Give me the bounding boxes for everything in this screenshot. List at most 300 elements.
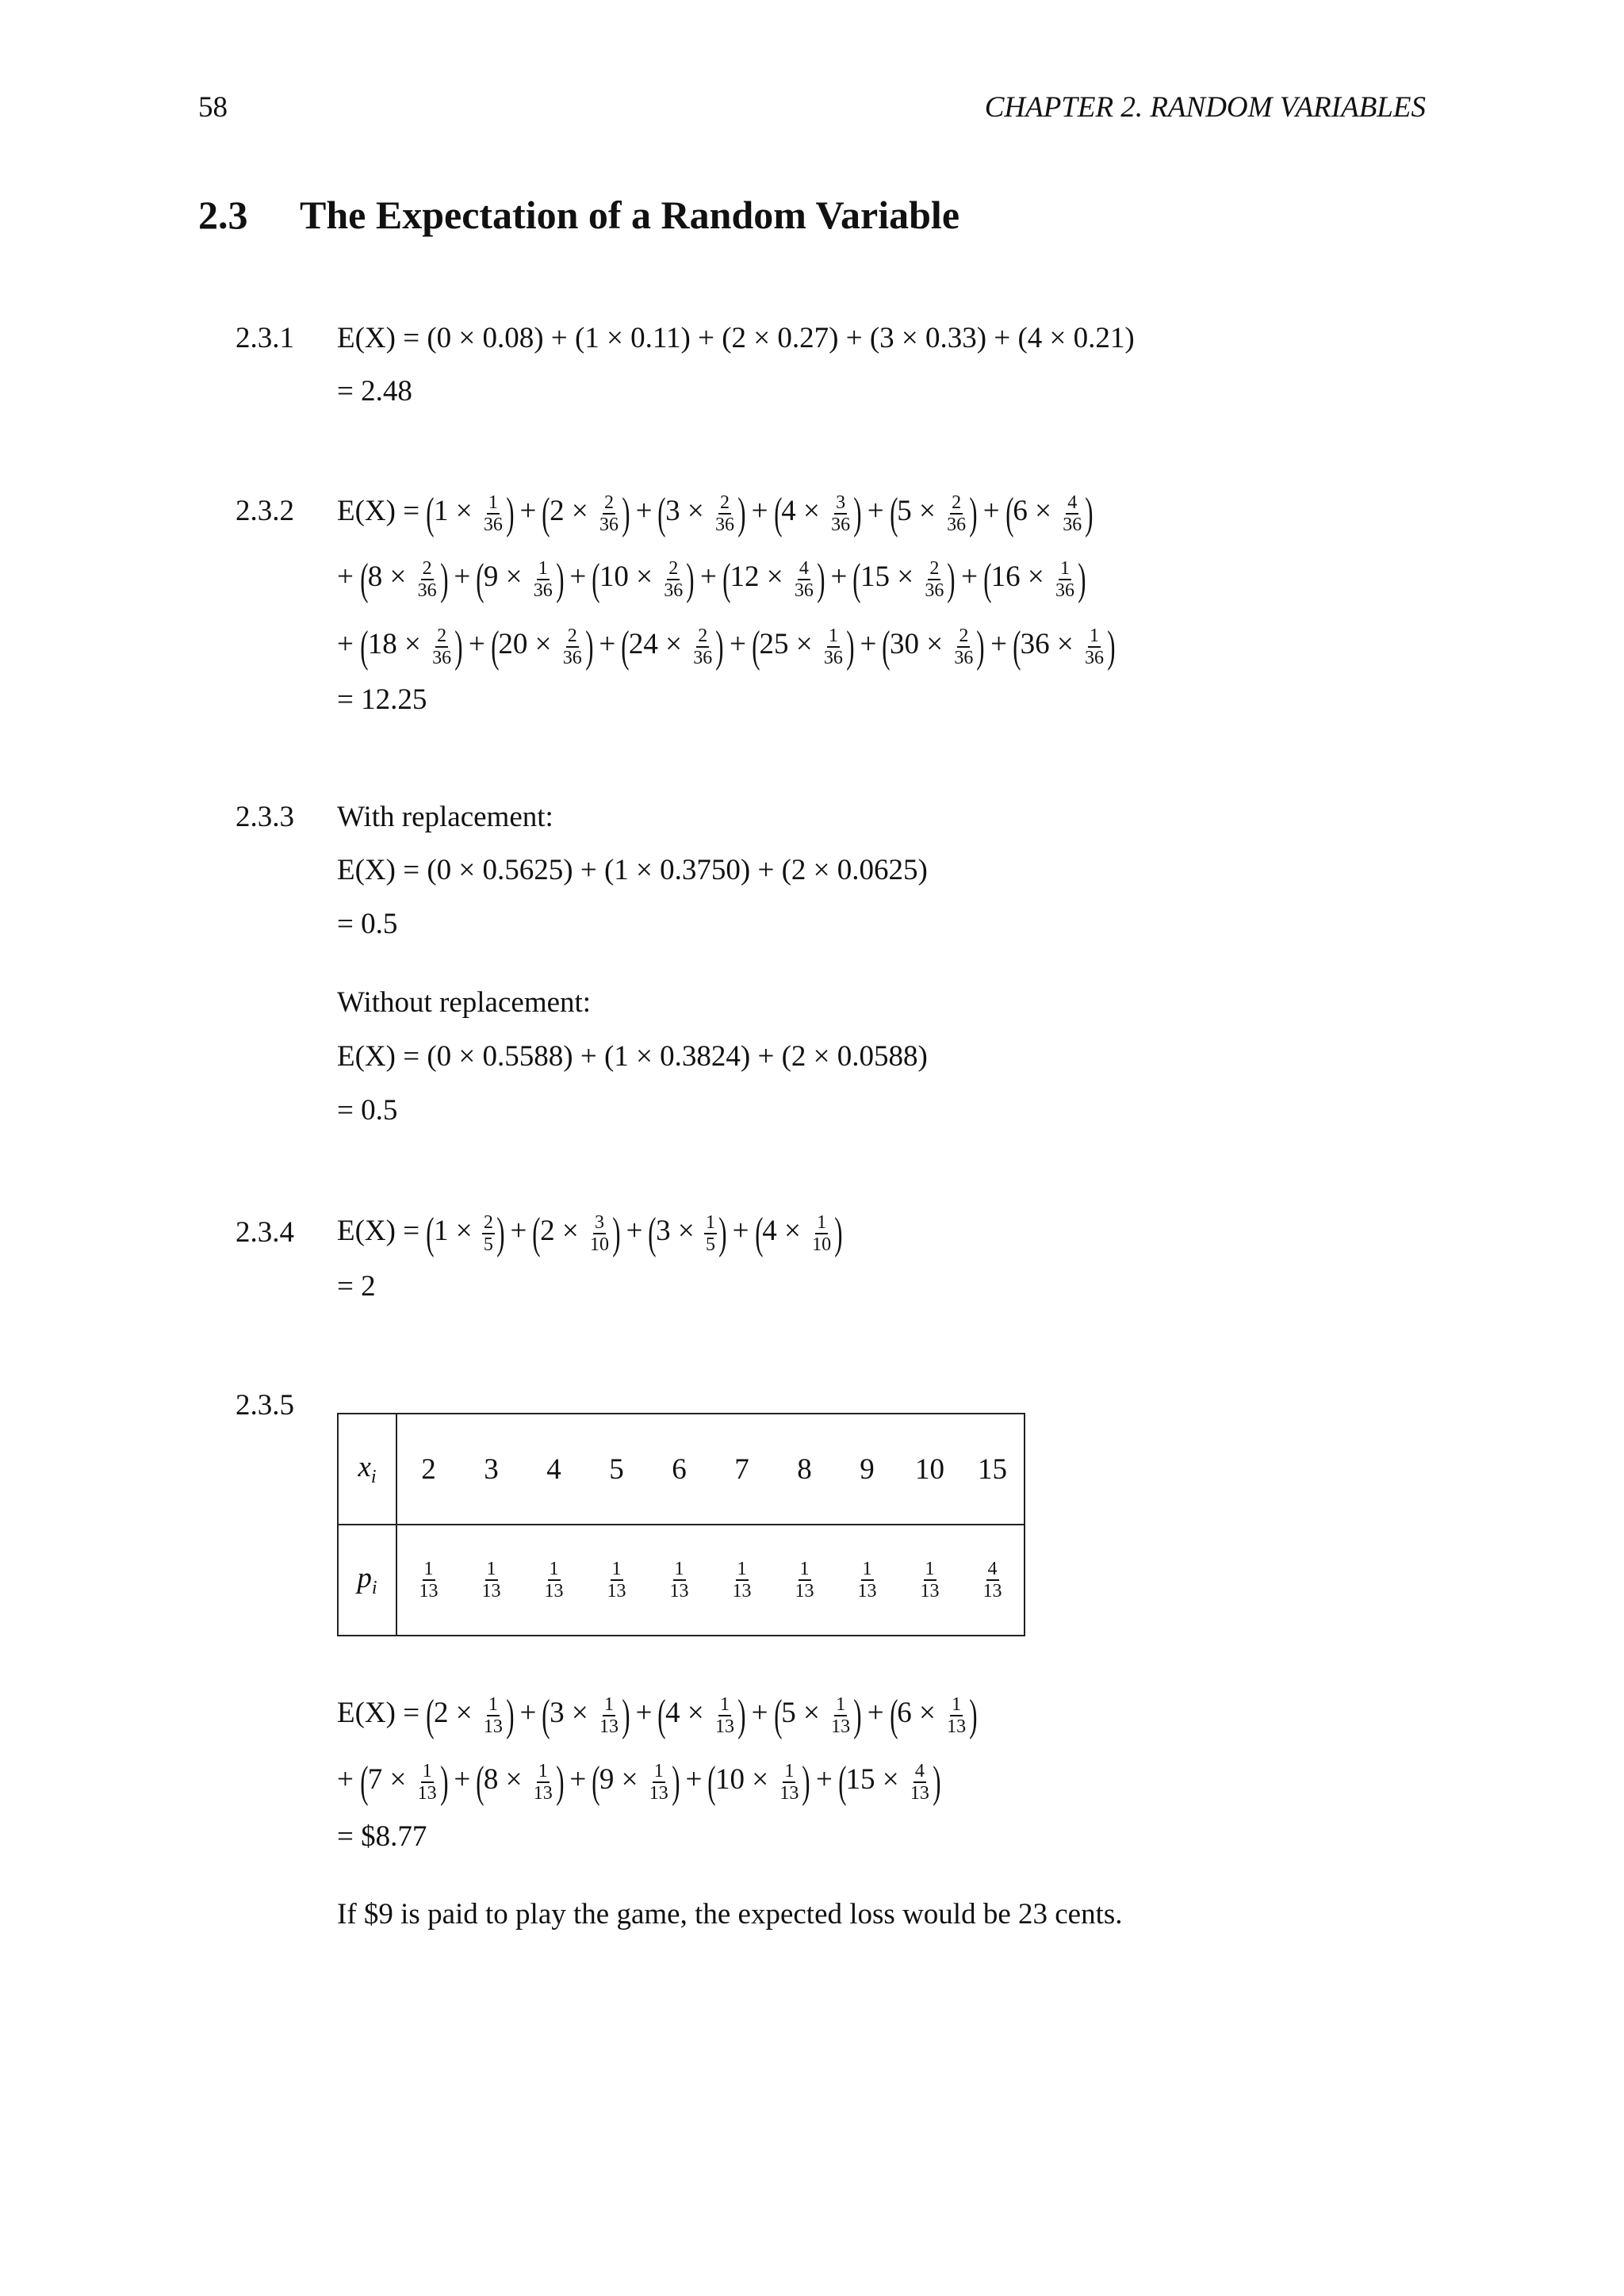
- fraction-numerator: 2: [567, 625, 577, 646]
- equation-line: [337, 487, 1093, 536]
- plus-sign: +: [569, 1763, 587, 1796]
- page-number: 58: [198, 91, 228, 124]
- fraction-numerator: 1: [817, 1211, 827, 1233]
- fraction-denominator: 36: [693, 647, 713, 668]
- fraction: [668, 1559, 691, 1601]
- fraction-numerator: 1: [784, 1760, 795, 1781]
- fraction-denominator: 36: [823, 647, 843, 668]
- fraction-denominator: 36: [562, 647, 582, 668]
- left-paren: (: [360, 622, 369, 672]
- equation-result: = 12.25: [337, 683, 427, 716]
- term-value: 10 ×: [599, 561, 661, 593]
- term-value: 30 ×: [890, 628, 951, 660]
- fraction: [416, 558, 439, 601]
- fraction: [561, 626, 584, 668]
- fraction-numerator: 1: [1089, 625, 1099, 646]
- plus-sign: +: [729, 628, 746, 660]
- right-paren: ): [454, 622, 463, 672]
- table-cell: [585, 1525, 648, 1636]
- fraction-numerator: 2: [483, 1211, 493, 1233]
- table-cell: 4: [523, 1414, 585, 1525]
- fraction-numerator: 1: [737, 1559, 747, 1579]
- table-cell: 15: [961, 1414, 1025, 1525]
- case-label: With replacement:: [337, 801, 553, 833]
- right-paren: ): [817, 554, 825, 604]
- fraction-numerator: 1: [423, 1559, 434, 1579]
- plus-sign: +: [454, 1763, 471, 1796]
- fraction-numerator: 1: [422, 1760, 432, 1781]
- fraction: [588, 1212, 611, 1255]
- exercise-number: 2.3.1: [236, 322, 294, 354]
- fraction: [714, 1694, 736, 1737]
- left-paren: (: [657, 488, 666, 538]
- plus-sign: +: [454, 561, 471, 593]
- term-value: 6 ×: [897, 1697, 944, 1729]
- left-paren: (: [476, 1757, 485, 1807]
- fraction: [952, 626, 975, 668]
- fraction-denominator: 36: [954, 647, 974, 668]
- fraction-denominator: 13: [533, 1782, 553, 1804]
- fraction-numerator: 1: [603, 1693, 614, 1715]
- equation-result: = 0.5: [337, 908, 398, 940]
- exercise-number: 2.3.4: [236, 1216, 294, 1249]
- left-paren: (: [648, 1208, 657, 1258]
- right-paren: ): [846, 622, 855, 672]
- table-cell: [961, 1525, 1025, 1636]
- table-row: [338, 1525, 1025, 1636]
- product-term: [592, 1757, 680, 1807]
- left-paren: (: [542, 488, 550, 538]
- fraction: [945, 492, 967, 535]
- fraction-denominator: 36: [947, 514, 967, 535]
- fraction-numerator: 2: [952, 492, 962, 513]
- right-paren: ): [686, 554, 695, 604]
- fraction: [1061, 492, 1083, 535]
- equation-lead: E(X) =: [337, 1215, 427, 1247]
- fraction: [1083, 626, 1105, 668]
- right-paren: ): [506, 1690, 515, 1740]
- equation-lead: +: [337, 561, 362, 593]
- equation-line: [337, 314, 1135, 363]
- fraction: [482, 492, 504, 535]
- fraction-numerator: 2: [668, 557, 679, 579]
- equation-lead: +: [337, 628, 362, 660]
- table-cell: 2: [396, 1414, 460, 1525]
- term-value: 8 ×: [483, 1763, 530, 1796]
- left-paren: (: [1013, 622, 1021, 672]
- right-paren: ): [947, 554, 956, 604]
- exercise-number: 2.3.3: [236, 801, 294, 833]
- fraction-numerator: 1: [488, 492, 498, 513]
- term-value: 9 ×: [483, 561, 530, 593]
- fraction: [482, 1212, 495, 1255]
- table-cell: [460, 1525, 523, 1636]
- fraction-numerator: 1: [706, 1211, 715, 1233]
- plus-sign: +: [685, 1763, 703, 1796]
- equation-result: = 0.5: [337, 1094, 398, 1127]
- conclusion-text: If $9 is paid to play the game, the expected loss would be 23 cents.: [337, 1898, 1123, 1931]
- table-cell: [836, 1525, 898, 1636]
- fraction-denominator: 13: [669, 1581, 689, 1601]
- fraction-numerator: 1: [925, 1559, 935, 1579]
- term-value: 5 ×: [897, 495, 944, 527]
- table-cell: 5: [585, 1414, 648, 1525]
- plus-sign: +: [751, 495, 768, 527]
- fraction: [543, 1559, 565, 1601]
- right-paren: ): [715, 622, 724, 672]
- fraction-numerator: 3: [594, 1211, 604, 1233]
- fraction: [482, 1694, 504, 1737]
- plus-sign: +: [961, 561, 978, 593]
- right-paren: ): [834, 1208, 843, 1258]
- plus-sign: +: [990, 628, 1007, 660]
- product-term: [592, 554, 695, 604]
- fraction-denominator: 36: [715, 514, 734, 535]
- fraction: [829, 1694, 852, 1737]
- left-paren: (: [1005, 488, 1014, 538]
- fraction: [794, 1559, 816, 1601]
- fraction-denominator: 13: [910, 1782, 929, 1804]
- fraction-numerator: 4: [914, 1760, 925, 1781]
- fraction: [598, 492, 620, 535]
- term-value: 3 ×: [665, 495, 711, 527]
- term-value: 4 ×: [762, 1215, 809, 1247]
- term-value: 5 ×: [781, 1697, 828, 1729]
- fraction-denominator: 5: [483, 1234, 493, 1255]
- fraction-numerator: 2: [603, 492, 614, 513]
- fraction-numerator: 1: [538, 557, 548, 579]
- fraction: [829, 492, 852, 535]
- product-term: [657, 488, 746, 538]
- term-value: 9 ×: [599, 1763, 645, 1796]
- right-paren: ): [671, 1757, 680, 1807]
- term-value: 4 ×: [781, 495, 828, 527]
- fraction-denominator: 36: [1084, 647, 1104, 668]
- fraction-numerator: 1: [952, 1693, 962, 1715]
- product-term: [657, 1690, 746, 1740]
- right-paren: ): [439, 1757, 449, 1807]
- equation-lead: E(X) =: [337, 1697, 427, 1729]
- left-paren: (: [838, 1757, 847, 1807]
- right-paren: ): [612, 1208, 621, 1258]
- right-paren: ): [506, 488, 515, 538]
- term-value: 8 ×: [367, 561, 414, 593]
- fraction-denominator: 36: [533, 580, 553, 601]
- fraction-numerator: 1: [674, 1559, 684, 1579]
- product-term: [752, 622, 855, 672]
- term-value: 3 ×: [656, 1215, 702, 1247]
- fraction-numerator: 2: [698, 625, 708, 646]
- left-paren: (: [657, 1690, 666, 1740]
- left-paren: (: [852, 554, 861, 604]
- term-value: 18 ×: [367, 628, 429, 660]
- equation-line: E(X) = (0 × 0.5625) + (1 × 0.3750) + (2 × 0.0625): [337, 854, 928, 886]
- product-term: [754, 1208, 843, 1258]
- fraction: [431, 626, 453, 668]
- fraction: [598, 1694, 620, 1737]
- term-value: 2 ×: [434, 1697, 480, 1729]
- product-term: [852, 554, 956, 604]
- section-heading: [198, 187, 959, 243]
- product-term: [542, 1690, 630, 1740]
- product-term: [707, 1757, 810, 1807]
- product-term: [476, 1757, 565, 1807]
- left-paren: (: [889, 488, 898, 538]
- product-term: [621, 622, 724, 672]
- term-value: 3 ×: [550, 1697, 596, 1729]
- fraction: [793, 558, 815, 601]
- fraction: [945, 1694, 967, 1737]
- left-paren: (: [426, 488, 435, 538]
- fraction: [810, 1212, 833, 1255]
- left-paren: (: [360, 1757, 369, 1807]
- fraction-denominator: 36: [1055, 580, 1074, 601]
- fraction-denominator: 13: [732, 1581, 752, 1601]
- product-term: [426, 1208, 505, 1258]
- table-cell: [898, 1525, 961, 1636]
- fraction-denominator: 5: [706, 1234, 715, 1255]
- fraction-denominator: 36: [1063, 514, 1082, 535]
- right-paren: ): [622, 488, 630, 538]
- fraction: [731, 1559, 753, 1601]
- table-cell: 10: [898, 1414, 961, 1525]
- fraction-denominator: 13: [599, 1716, 619, 1737]
- fraction-numerator: 1: [538, 1760, 548, 1781]
- right-paren: ): [933, 1757, 941, 1807]
- product-term: [889, 1690, 978, 1740]
- right-paren: ): [555, 554, 565, 604]
- equation-lead: E(X) =: [337, 495, 427, 527]
- left-paren: (: [532, 1208, 541, 1258]
- plus-sign: +: [867, 1697, 884, 1729]
- fraction-denominator: 36: [794, 580, 814, 601]
- case-label: Without replacement:: [337, 986, 592, 1019]
- plus-sign: +: [635, 495, 653, 527]
- product-term: [889, 488, 978, 538]
- term-value: 2 ×: [540, 1215, 586, 1247]
- left-paren: (: [476, 554, 485, 604]
- product-term: [426, 488, 515, 538]
- fraction-numerator: 4: [799, 557, 809, 579]
- equation-line: [337, 1207, 842, 1256]
- fraction-denominator: 13: [649, 1782, 668, 1804]
- plus-sign: +: [626, 1215, 643, 1247]
- left-paren: (: [773, 1690, 782, 1740]
- right-paren: ): [969, 1690, 978, 1740]
- plus-sign: +: [751, 1697, 768, 1729]
- term-value: 6 ×: [1013, 495, 1059, 527]
- equation-line: [337, 620, 1116, 672]
- fraction-denominator: 36: [599, 514, 619, 535]
- right-paren: ): [976, 622, 985, 672]
- section-title: The Expectation of a Random Variable: [300, 193, 960, 237]
- fraction-denominator: 13: [419, 1581, 439, 1601]
- fraction-numerator: 2: [422, 557, 432, 579]
- fraction-denominator: 13: [481, 1581, 501, 1601]
- fraction-numerator: 4: [1067, 492, 1078, 513]
- right-paren: ): [853, 488, 862, 538]
- fraction-denominator: 13: [483, 1716, 503, 1737]
- fraction-denominator: 13: [857, 1581, 877, 1601]
- plus-sign: +: [468, 628, 485, 660]
- fraction: [648, 1761, 670, 1804]
- fraction-numerator: 1: [799, 1559, 810, 1579]
- fraction-denominator: 13: [920, 1581, 940, 1601]
- equation-lead: +: [337, 1763, 362, 1796]
- product-term: [360, 554, 449, 604]
- right-paren: ): [496, 1208, 505, 1258]
- table-cell: 8: [773, 1414, 836, 1525]
- fraction-numerator: 1: [836, 1693, 846, 1715]
- fraction: [909, 1761, 931, 1804]
- section-number: 2.3: [198, 193, 248, 237]
- equation-line: [337, 1689, 977, 1738]
- product-term: [490, 622, 594, 672]
- fraction-numerator: 2: [437, 625, 447, 646]
- left-paren: (: [621, 622, 630, 672]
- fraction-denominator: 36: [417, 580, 437, 601]
- right-paren: ): [802, 1757, 810, 1807]
- fraction: [481, 1559, 503, 1601]
- product-term: [426, 1690, 515, 1740]
- left-paren: (: [754, 1208, 763, 1258]
- fraction: [704, 1212, 717, 1255]
- fraction: [532, 558, 554, 601]
- product-term: [882, 622, 985, 672]
- fraction: [1054, 558, 1076, 601]
- term-value: 25 ×: [759, 628, 820, 660]
- fraction-denominator: 13: [607, 1581, 626, 1601]
- table-row-header: $p_i$: [338, 1525, 396, 1636]
- term-value: 4 ×: [665, 1697, 711, 1729]
- equation-result: = 2.48: [337, 375, 412, 408]
- left-paren: (: [426, 1690, 435, 1740]
- fraction: [416, 1761, 439, 1804]
- left-paren: (: [592, 554, 600, 604]
- fraction: [606, 1559, 628, 1601]
- right-paren: ): [718, 1208, 727, 1258]
- left-paren: (: [882, 622, 891, 672]
- exercise-number: 2.3.2: [236, 495, 294, 527]
- equation-terms: (0 × 0.08) + (1 × 0.11) + (2 × 0.27) + (3 × 0.33) + (4 × 0.21): [427, 322, 1135, 354]
- right-paren: ): [969, 488, 978, 538]
- right-paren: ): [439, 554, 449, 604]
- term-value: 24 ×: [628, 628, 690, 660]
- left-paren: (: [592, 1757, 600, 1807]
- fraction: [923, 558, 945, 601]
- table-cell: [710, 1525, 773, 1636]
- fraction-numerator: 1: [488, 1693, 498, 1715]
- product-term: [722, 554, 825, 604]
- exercise-number: 2.3.5: [236, 1389, 294, 1422]
- fraction-denominator: 13: [947, 1716, 967, 1737]
- term-value: 16 ×: [990, 561, 1051, 593]
- left-paren: (: [773, 488, 782, 538]
- fraction-denominator: 10: [589, 1234, 609, 1255]
- fraction-denominator: 13: [417, 1782, 437, 1804]
- fraction-numerator: 1: [653, 1760, 664, 1781]
- right-paren: ): [622, 1690, 630, 1740]
- term-value: 15 ×: [845, 1763, 906, 1796]
- fraction-denominator: 13: [795, 1581, 814, 1601]
- plus-sign: +: [732, 1215, 749, 1247]
- term-value: 1 ×: [434, 495, 480, 527]
- plus-sign: +: [830, 561, 848, 593]
- fraction-numerator: 2: [959, 625, 969, 646]
- left-paren: (: [542, 1690, 550, 1740]
- product-term: [773, 488, 862, 538]
- fraction-denominator: 13: [715, 1716, 734, 1737]
- fraction-numerator: 2: [720, 492, 730, 513]
- term-value: 10 ×: [714, 1763, 776, 1796]
- table-row-header: $x_i$: [338, 1414, 396, 1525]
- term-value: 2 ×: [550, 495, 596, 527]
- fraction: [662, 558, 684, 601]
- right-paren: ): [1085, 488, 1094, 538]
- fraction-numerator: 1: [549, 1559, 559, 1579]
- table-cell: 9: [836, 1414, 898, 1525]
- product-term: [1005, 488, 1094, 538]
- product-term: [360, 622, 463, 672]
- fraction-denominator: 13: [982, 1581, 1002, 1601]
- distribution-table: [337, 1413, 1025, 1636]
- table-cell: [773, 1525, 836, 1636]
- fraction-numerator: 4: [987, 1559, 998, 1579]
- product-term: [542, 488, 630, 538]
- plus-sign: +: [519, 1697, 537, 1729]
- plus-sign: +: [867, 495, 884, 527]
- product-term: [983, 554, 1086, 604]
- right-paren: ): [1107, 622, 1116, 672]
- term-value: 12 ×: [730, 561, 791, 593]
- fraction: [919, 1559, 941, 1601]
- term-value: 1 ×: [434, 1215, 480, 1247]
- fraction: [532, 1761, 554, 1804]
- term-value: 20 ×: [498, 628, 559, 660]
- left-paren: (: [490, 622, 500, 672]
- plus-sign: +: [510, 1215, 527, 1247]
- fraction-denominator: 36: [664, 580, 684, 601]
- product-term: [838, 1757, 941, 1807]
- term-value: 36 ×: [1020, 628, 1081, 660]
- fraction: [822, 626, 845, 668]
- fraction: [714, 492, 736, 535]
- fraction-denominator: 36: [483, 514, 503, 535]
- plus-sign: +: [860, 628, 877, 660]
- right-paren: ): [853, 1690, 862, 1740]
- plus-sign: +: [816, 1763, 833, 1796]
- left-paren: (: [722, 554, 731, 604]
- left-paren: (: [983, 554, 992, 604]
- equation-line: [337, 1755, 941, 1807]
- term-value: 15 ×: [860, 561, 921, 593]
- right-paren: ): [737, 488, 746, 538]
- fraction: [418, 1559, 440, 1601]
- plus-sign: +: [519, 495, 537, 527]
- right-paren: ): [737, 1690, 746, 1740]
- fraction-numerator: 1: [1059, 557, 1070, 579]
- table-cell: 3: [460, 1414, 523, 1525]
- right-paren: ): [555, 1757, 565, 1807]
- right-paren: ): [1078, 554, 1086, 604]
- fraction-denominator: 10: [812, 1234, 832, 1255]
- left-paren: (: [426, 1208, 435, 1258]
- fraction: [856, 1559, 879, 1601]
- equation-line: [337, 553, 1086, 602]
- equation-line: E(X) = (0 × 0.5588) + (1 × 0.3824) + (2 × 0.0588): [337, 1040, 928, 1073]
- right-paren: ): [584, 622, 594, 672]
- equation-result: = 2: [337, 1270, 376, 1303]
